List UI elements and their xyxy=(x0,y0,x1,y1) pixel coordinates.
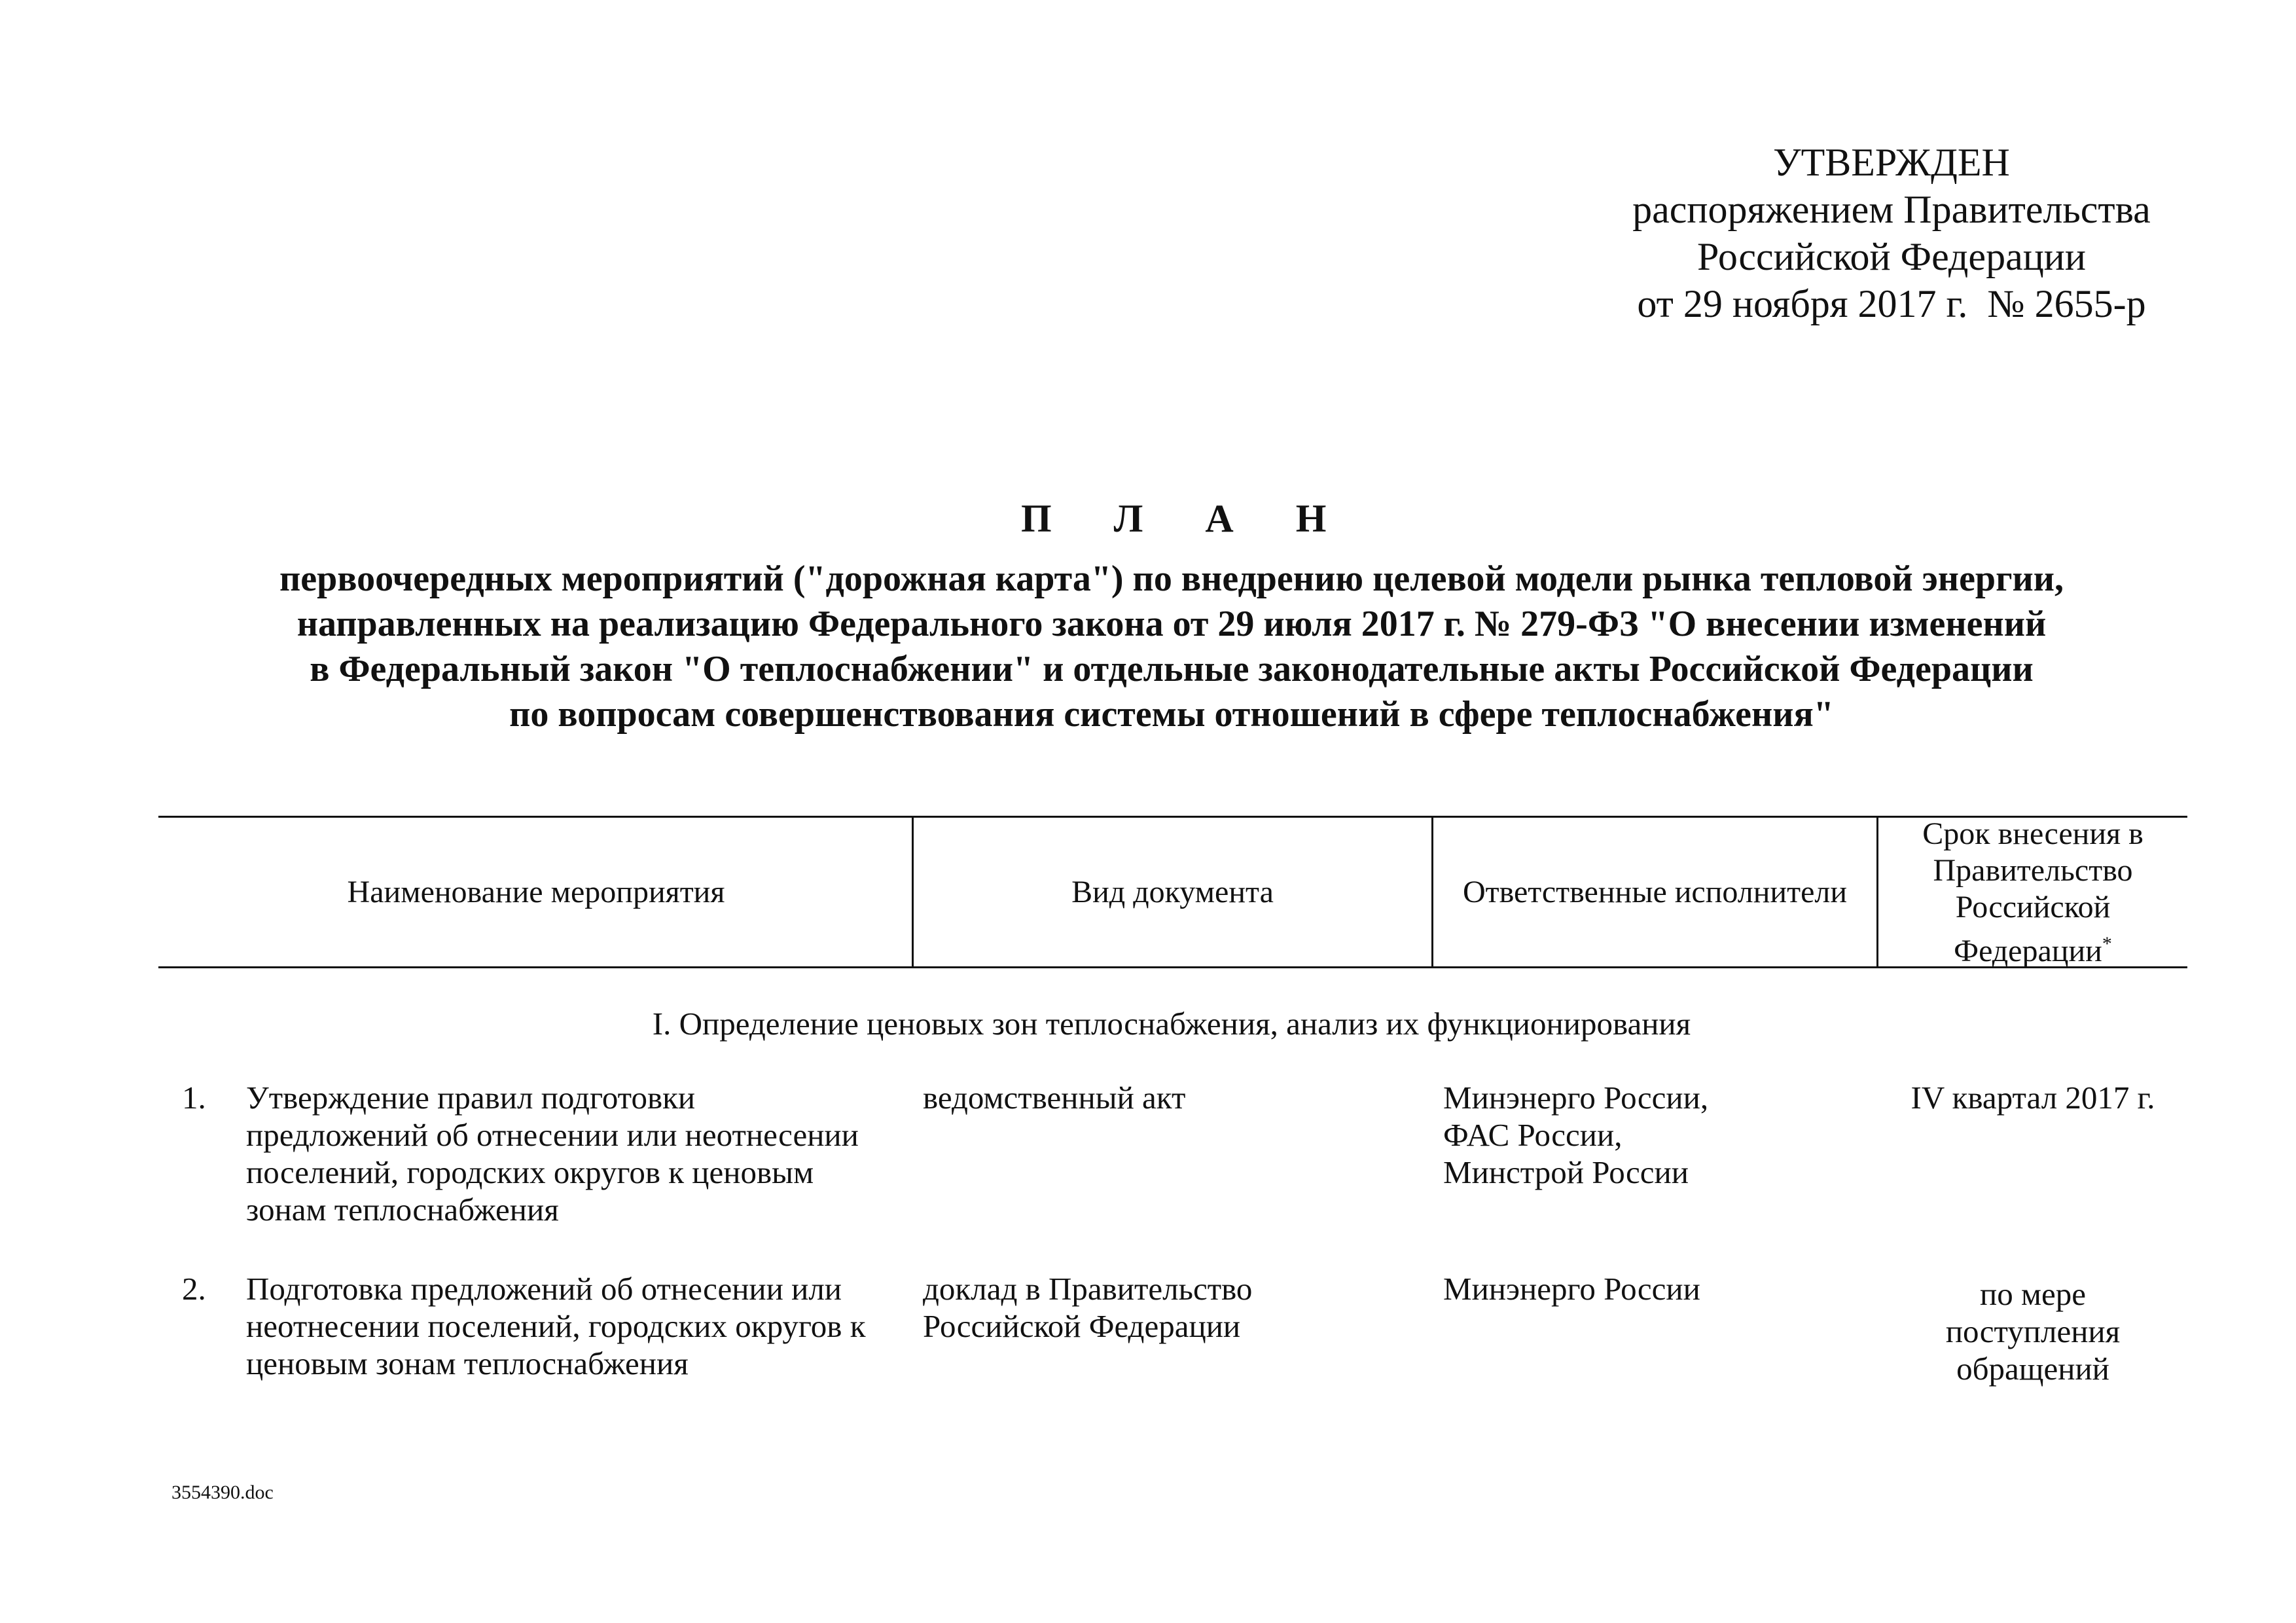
section-title: I. Определение ценовых зон теплоснабжения, анализ их функционирования xyxy=(652,1006,1691,1042)
subtitle-line-2: направленных на реализацию Федерального закона от 29 июля 2017 г. № 279-ФЗ "О внесении изменений xyxy=(296,604,2047,644)
approval-date-line: от 29 ноября 2017 г. № 2655-р xyxy=(1637,282,2146,325)
row-2-executors: Минэнерго России xyxy=(1443,1271,1700,1307)
footer-file-id: 3554390.doc xyxy=(171,1482,274,1503)
subtitle-line-1: первоочередных мероприятий ("дорожная карта") по внедрению целевой модели рынка тепловой энергии, xyxy=(279,558,2064,599)
row-2-deadline: по мере поступления обращений xyxy=(1945,1276,2121,1387)
approval-line-1: распоряжением Правительства xyxy=(1632,188,2151,231)
row-1-doc-type: ведомственный акт xyxy=(923,1080,1186,1116)
approval-heading: УТВЕРЖДЕН xyxy=(1773,141,2010,184)
row-2-number: 2. xyxy=(182,1271,206,1307)
subtitle-line-4: по вопросам совершенствования системы отношений в сфере теплоснабжения" xyxy=(509,694,1834,735)
row-2-name: Подготовка предложений об отнесении или неотнесении поселений, городских округов к ценовым зонам теплоснабжения xyxy=(246,1271,866,1381)
header-executors: Ответственные исполнители xyxy=(1462,875,1848,909)
approval-block xyxy=(1597,139,2186,327)
row-2-doc-type: доклад в Правительство Российской Федерации xyxy=(923,1271,1253,1344)
subtitle-line-3: в Федеральный закон "О теплоснабжении" и отдельные законодательные акты Российской Федерации xyxy=(310,649,2034,689)
header-doc-type: Вид документа xyxy=(1071,875,1274,909)
document-title: П Л А Н xyxy=(1021,497,1353,540)
header-deadline-text: Срок внесения в Правительство Российской Федерации xyxy=(1922,816,2144,968)
header-deadline-footnote-mark: * xyxy=(2102,932,2112,955)
row-1-number: 1. xyxy=(182,1080,206,1116)
row-1-deadline: IV квартал 2017 г. xyxy=(1910,1080,2155,1116)
approval-line-2: Российской Федерации xyxy=(1696,235,2087,278)
row-1-name: Утверждение правил подготовки предложений об отнесении или неотнесении поселений, городских округов к ценовым зонам теплоснабжения xyxy=(246,1080,859,1228)
document-subtitle xyxy=(151,556,2193,737)
header-name: Наименование мероприятия xyxy=(347,875,725,909)
header-deadline xyxy=(1878,818,2187,966)
row-1-executors: Минэнерго России, ФАС России, Минстрой России xyxy=(1443,1080,1709,1190)
